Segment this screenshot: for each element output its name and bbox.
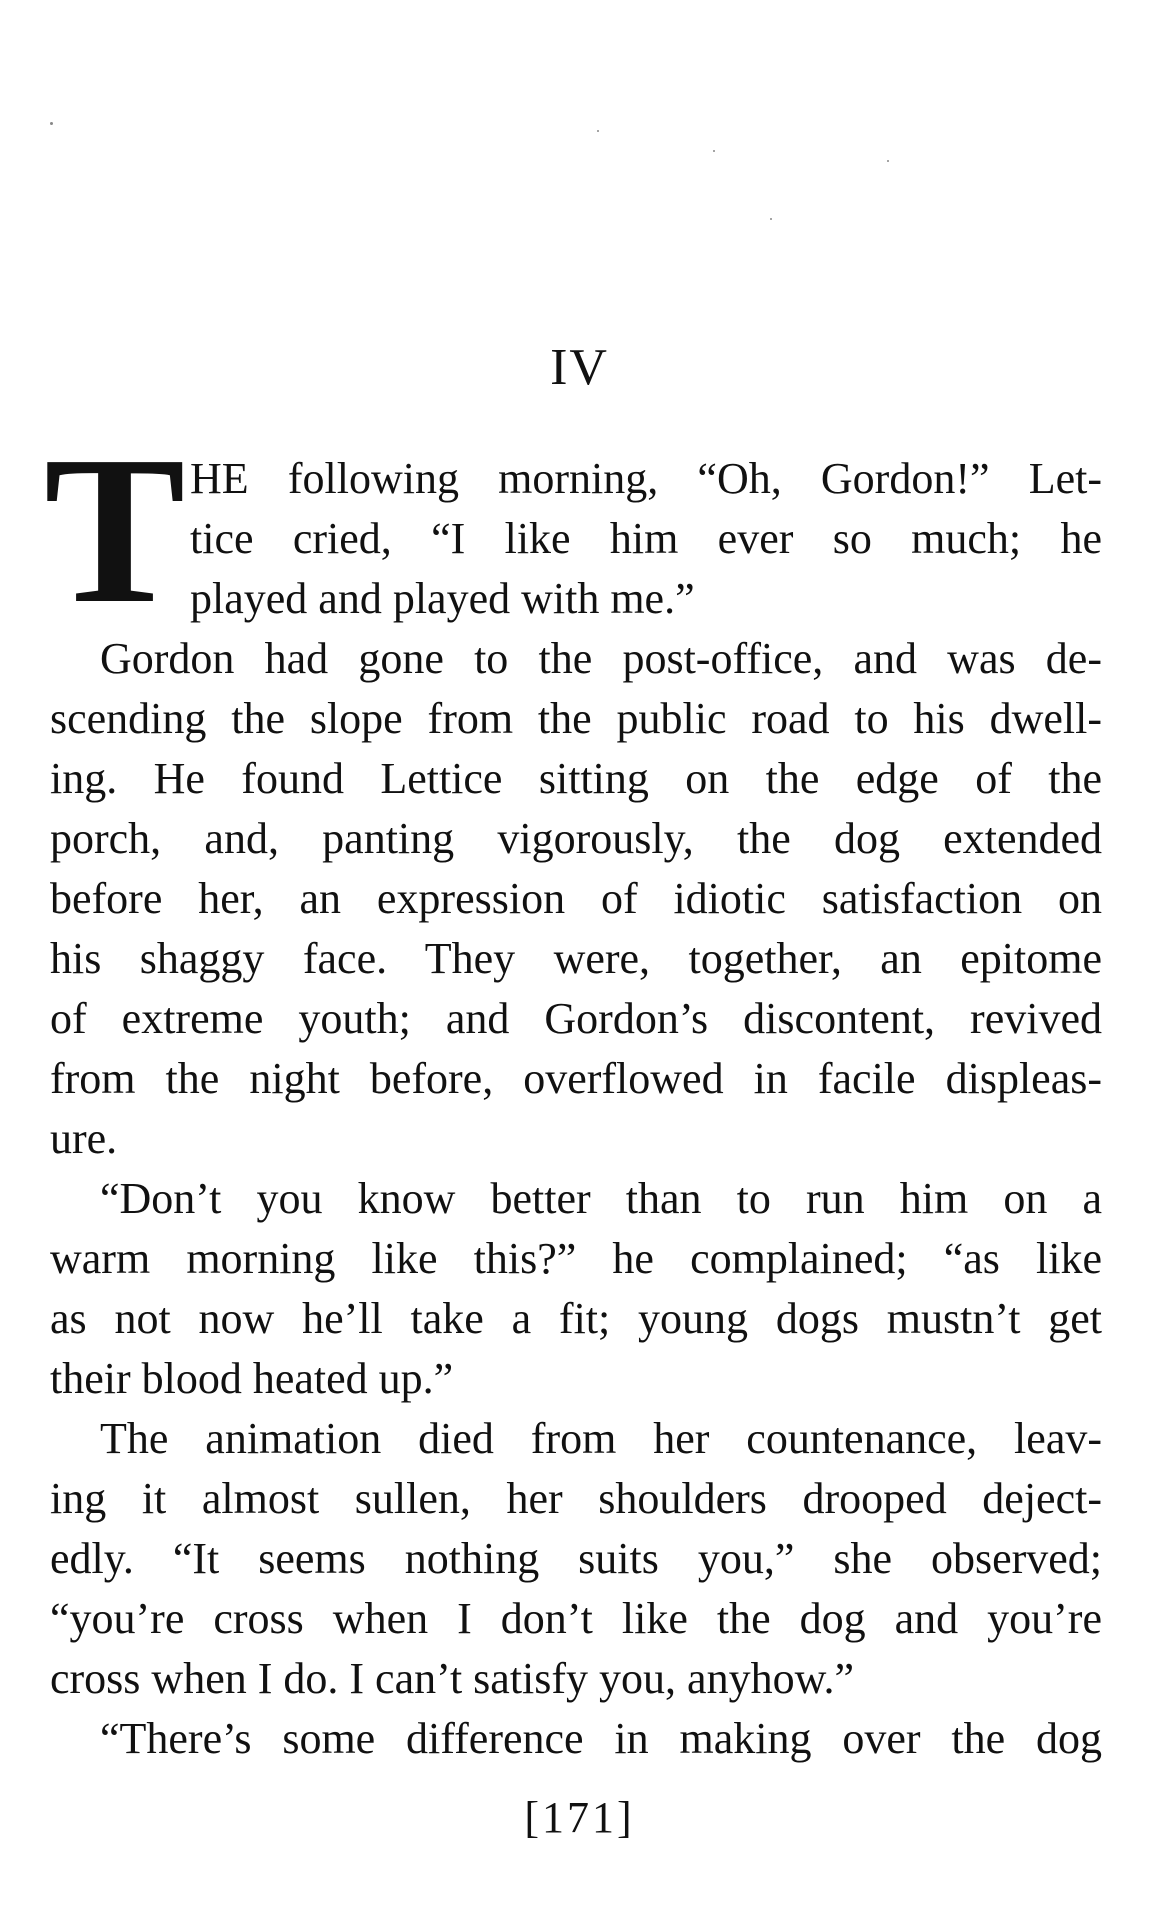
text-line: tice cried, “I like him ever so much; he [190, 514, 1102, 563]
text-line: ing it almost sullen, her shoulders drooped deject- [50, 1474, 1102, 1523]
text-line: their blood heated up.” [50, 1354, 454, 1403]
text-line: before her, an expression of idiotic satisfaction on [50, 874, 1102, 923]
text-line: ure. [50, 1114, 118, 1163]
text-line: The animation died from her countenance, leav- [100, 1414, 1102, 1463]
print-speck [770, 218, 772, 220]
text-line: scending the slope from the public road to his dwell- [50, 694, 1102, 743]
print-speck [887, 160, 889, 162]
text-line: ing. He found Lettice sitting on the edge of the [50, 754, 1102, 803]
print-speck [597, 130, 599, 132]
page-number: [171] [524, 1793, 635, 1842]
text-line: porch, and, panting vigorously, the dog extended [50, 814, 1102, 863]
chapter-heading: IV [550, 339, 609, 396]
text-line: HE following morning, “Oh, Gordon!” Let- [190, 454, 1102, 503]
text-line: from the night before, overflowed in facile displeas- [50, 1054, 1102, 1103]
print-speck [713, 150, 715, 152]
text-line: edly. “It seems nothing suits you,” she observed; [50, 1534, 1102, 1583]
print-speck [50, 122, 53, 125]
text-line: warm morning like this?” he complained; “as like [50, 1234, 1102, 1283]
text-line: cross when I do. I can’t satisfy you, anyhow.” [50, 1654, 855, 1703]
drop-cap: T [44, 442, 186, 617]
text-line: “you’re cross when I don’t like the dog and you’re [50, 1594, 1102, 1643]
text-line: of extreme youth; and Gordon’s discontent, revived [50, 994, 1102, 1043]
text-line: “There’s some difference in making over the dog [100, 1714, 1102, 1763]
text-line: Gordon had gone to the post-office, and was de- [100, 634, 1102, 683]
text-line: as not now he’ll take a fit; young dogs mustn’t get [50, 1294, 1102, 1343]
text-line: “Don’t you know better than to run him on a [100, 1174, 1102, 1223]
text-line: his shaggy face. They were, together, an epitome [50, 934, 1102, 983]
text-line: played and played with me.” [190, 574, 695, 623]
